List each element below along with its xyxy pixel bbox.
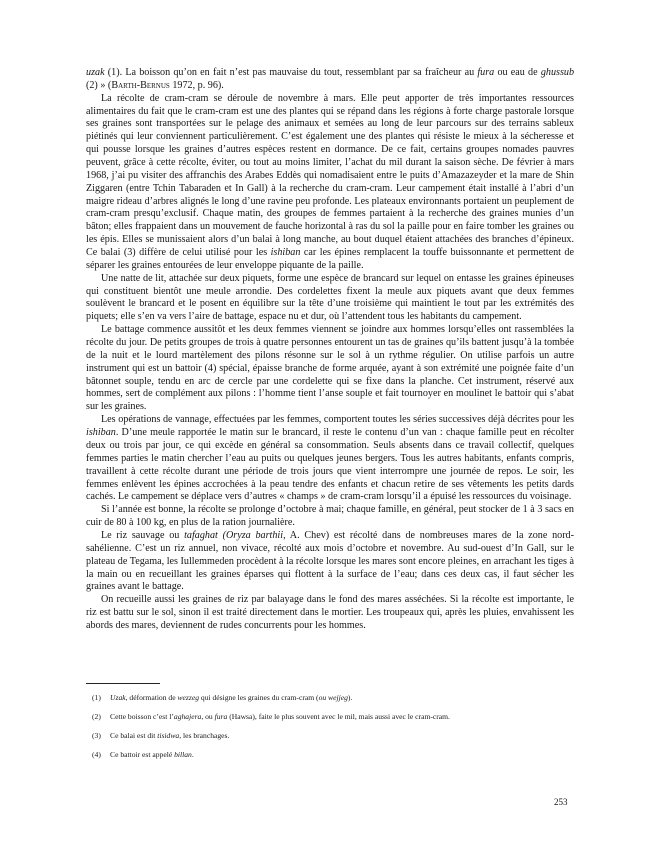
text-run: (1). La boisson qu’on en fait n’est pas mauvaise du tout, ressemblant par sa fraîcheur au: [104, 67, 478, 78]
italic-text: aghajera: [173, 712, 202, 721]
italic-text: billan: [174, 750, 192, 759]
page-number: 253: [554, 797, 568, 807]
paragraph: [86, 414, 574, 504]
paragraph: [86, 504, 574, 530]
footnotes: [92, 693, 572, 769]
footnote-number: (2): [92, 712, 101, 721]
body-text: [86, 67, 574, 633]
text-run: 1972, p. 96).: [169, 79, 224, 91]
text-run: , les branchages.: [179, 731, 230, 740]
text-run: Cette boisson c’est l’: [110, 712, 174, 721]
text-run: Ce balai est dit: [110, 731, 158, 740]
italic-text: wezzeg: [177, 693, 199, 702]
text-run: .: [191, 750, 194, 759]
text-run: Les opérations de vannage, effectuées par les femmes, comportent toutes les séries successives déjà décrites pour les: [101, 414, 574, 426]
text-run: , A. Chev) est récolté dans de nombreuses mares de la zone nord-sahélienne. C’est un riz annuel, non vivace, récolté aux mois d’octobre et novembre. Au sud-ouest d’In Gall, sur le plateau de Tegama, les Iullemmeden procèdent à la récolte lorsque les mares sont encore pleines, en arrachant les tiges à la main ou en recueillant les graines éparses qui flottent à la surface de l’eau; dans ces deux cas, il faut sécher les graines avant le battage.: [86, 529, 574, 593]
italic-text: tisidwa: [157, 731, 180, 740]
text-run: qui désigne les graines du cram-cram (: [199, 693, 319, 702]
italic-text: ishiban: [270, 247, 301, 259]
italic-text: ou wejjeg: [318, 693, 348, 702]
italic-text: ishiban: [86, 427, 116, 439]
paragraph: [86, 324, 574, 414]
text-run: (Hawsa), faite le plus souvent avec le mil, mais aussi avec le cram-cram.: [227, 712, 450, 721]
footnote: [92, 693, 572, 703]
text-run: (2) » (: [86, 79, 112, 91]
italic-text: Uzak: [110, 693, 126, 702]
text-run: car les épines remplacent la touffe buissonnante et permettent de séparer les graines entourées de leur enveloppe piquante de la paille.: [86, 247, 574, 271]
paragraph: [86, 67, 574, 93]
text-run: , ou: [201, 712, 215, 721]
text-run: . D’une meule rapportée le matin sur le brancard, il reste le contenu d’un van : chaque famille peut en récolter deux ou trois par jour, ce qui excède en général sa consommation. Seuls absents dans ce travail collectif, quelques femmes parties le matin chercher l’eau au puits ou quelques jeunes bergers. Tous les autres habitants, enfants compris, travaillent à cette récolte durant une période de trois jours que vient interrompre une journée de repos. Le soir, les femmes enlèvent les épines accrochées à la peau tendre des enfants et chacun retire de ses vêtements les petits dards cachés. Le campement se déplace vers d’autres « champs » de cram-cram lorsqu’il a épuisé les ressources du voisinage.: [86, 427, 574, 503]
text-run: , déformation de: [125, 693, 178, 702]
italic-text: ghussub: [540, 67, 575, 78]
italic-text: fura: [214, 712, 228, 721]
paragraph: [86, 93, 574, 273]
footnote-number: (4): [92, 750, 101, 759]
text-run: Si l’année est bonne, la récolte se prolonge d’octobre à mai; chaque famille, en général, peut stocker de 1 à 3 sacs en cuir de 80 à 100 kg, en plus de la ration journalière.: [86, 504, 574, 529]
footnote: [92, 750, 572, 760]
text-run: Le riz sauvage ou: [101, 529, 185, 541]
text-run: La récolte de cram-cram se déroule de novembre à mars. Elle peut apporter de très importantes ressources alimentaires du fait que le cram-cram est une des plantes qui se répand dans les régions à forte charge pastorale lorsque ses graines sont transportées sur le pelage des animaux et semées au long de leur parcours sur des terrains sableux piétinés qui leur conviennent particulièrement. C’est également une des plantes qui résiste le mieux à la sécheresse et qui pousse lorsque les graines d’autres espèces restent en dormance. De ce fait, certains groupes nomades pauvres peuvent, grâce à cette récolte, éviter, ou tout au moins limiter, l’achat du mil durant la saison sèche. De février à mars 1968, j’ai pu visiter des affranchis des Arabes Eddès qui nomadisaient entre le puits d’Amazazeyder et la mare de Shin Ziggaren (entre Tchin Tabaraden et In Gall) à la recherche du cram-cram. Leur campement était installé à l’abri d’un maigre rideau d’arbres alignés le long d’une ravine peu profonde. Les plateaux environnants portaient un peuplement de cram-cram presqu’exclusif. Chaque matin, des groupes de femmes partaient à la recherche des graines munies d’un bâton; elles frappaient dans un mouvement de fauche horizontal à ras du sol la paille pour en faire tomber les graines ou les épis. Elles se munissaient alors d’un balai à long manche, au bout duquel étaient attachées des branches d’épineux. Ce balai (3) diffère de celui utilisé pour les: [86, 92, 574, 259]
text-run: ou eau de: [494, 67, 541, 78]
italic-text: tafaghat (Oryza barthii: [184, 529, 284, 541]
paragraph: [86, 594, 574, 633]
text-run: Le battage commence aussitôt et les deux femmes viennent se joindre aux hommes lorsqu’elles ont rassemblées la récolte du jour. De petits groupes de trois à quatre personnes entourent un tas de graines qu’ils battent jusqu’à la tombée de la nuit et le lourd martèlement des pilons résonne sur le sol à un rythme régulier. On utilise parfois un autre instrument qui est un battoir (4) spécial, épaisse branche de forme arquée, ayant à son extrémité une poignée faite d’un bâtonnet souple, tendu en arc de cercle par une cordelette qui se fixe dans la planche. Cet instrument, réservé aux hommes, sert de complément aux pilons : l’homme tient l’anse souple et fait tournoyer en moulinet le battoir qui s’abat sur les graines.: [86, 324, 574, 413]
text-run: On recueille aussi les graines de riz par balayage dans le fond des mares asséchées. Si la récolte est importante, le riz est battu sur le sol, sinon il est traité directement dans le mortier. Les troupeaux qui, après les pluies, envahissent les abords des mares, deviennent de rudes concurrents pour les hommes.: [86, 594, 574, 631]
footnote: [92, 731, 572, 741]
italic-text: uzak: [86, 67, 105, 78]
text-run: Une natte de lit, attachée sur deux piquets, forme une espèce de brancard sur lequel on entasse les graines épineuses qui constituent bientôt une meule arrondie. Des cordelettes fixent la meule aux piquets avant que deux femmes soulèvent le brancard et le posent en équilibre sur la tête d’une troisième qui maintient le tout par les extrémités des piquets; elle s’en va vers l’aire de battage, espace nu et dur, où l’attendent tous les habitants du campement.: [86, 272, 574, 323]
text-run: Ce battoir est appelé: [110, 750, 175, 759]
footnote: [92, 712, 572, 722]
text-run: Barth-Bernus: [111, 79, 170, 91]
text-run: ).: [347, 693, 353, 702]
paragraph: [86, 530, 574, 594]
footnote-number: (1): [92, 693, 101, 702]
footnote-separator: [86, 683, 160, 684]
footnote-number: (3): [92, 731, 101, 740]
paragraph: [86, 273, 574, 324]
italic-text: fura: [477, 67, 495, 78]
